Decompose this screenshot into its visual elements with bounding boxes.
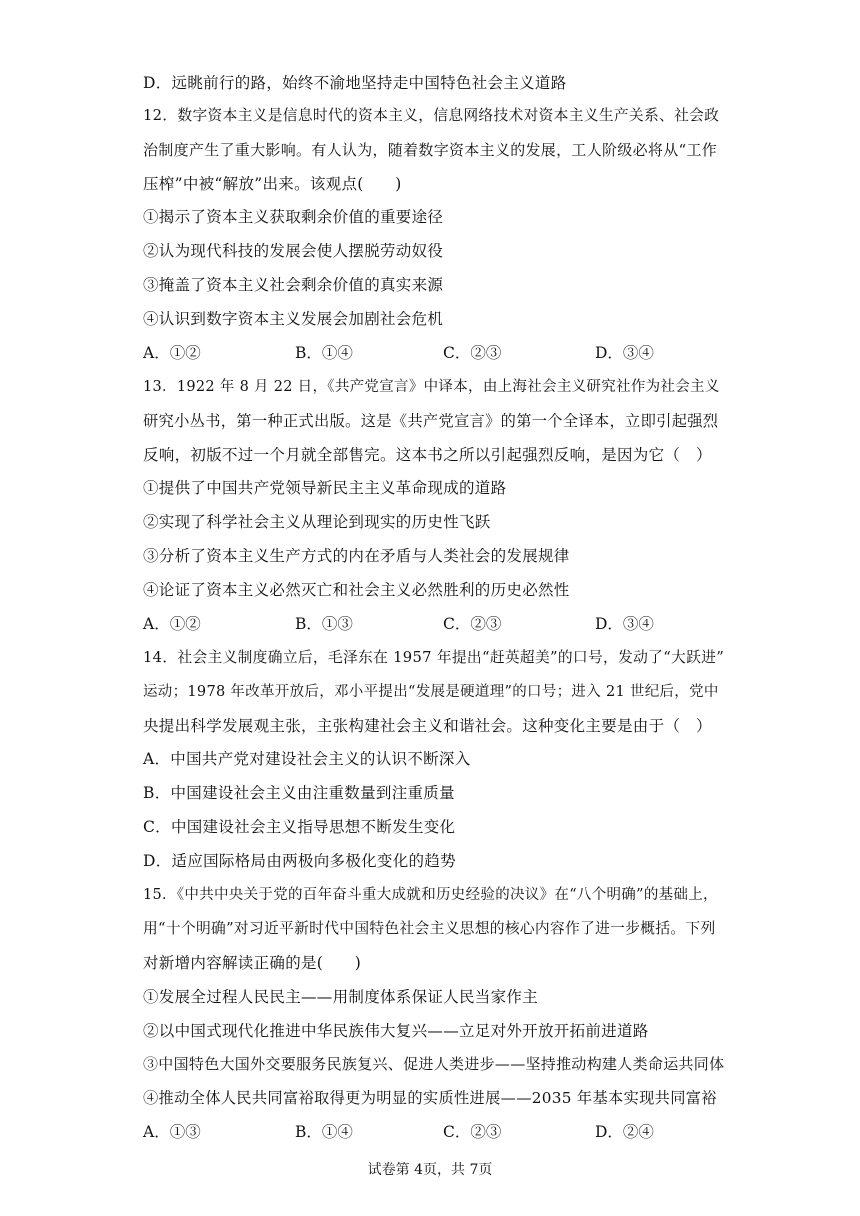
q15-statement-3: ③中国特色大国外交要服务民族复兴、促进人类进步——坚持推动构建人类命运共同体 (143, 1055, 725, 1073)
q13-statement-3: ③分析了资本主义生产方式的内在矛盾与人类社会的发展规律 (143, 547, 570, 565)
q14-stem-line-1: 14．社会主义制度确立后，毛泽东在 1957 年提出“赶英超美”的口号，发动了“大跃进” (143, 649, 725, 666)
q13-option-a: A．①② (143, 615, 201, 633)
q13-option-b: B．①③ (295, 615, 353, 633)
q15-statement-2: ②以中国式现代化推进中华民族伟大复兴——立足对外开放开拓前进道路 (143, 1022, 649, 1040)
q14-stem-line-3: 央提出科学发展观主张，主张构建社会主义和谐社会。这种变化主要是由于（ ） (143, 717, 712, 735)
q12-stem-line-3: 压榨”中被“解放”出来。该观点( ) (143, 175, 402, 193)
q12-stem-line-1: 12．数字资本主义是信息时代的资本主义，信息网络技术对资本主义生产关系、社会政 (143, 107, 720, 124)
q12-statement-4: ④认识到数字资本主义发展会加剧社会危机 (143, 310, 444, 328)
q14-stem-line-2: 运动；1978 年改革开放后，邓小平提出“发展是硬道理”的口号；进入 21 世纪后，党中 (143, 684, 719, 700)
q13-option-c: C．②③ (443, 615, 502, 633)
q12-statement-3: ③掩盖了资本主义社会剩余价值的真实来源 (143, 276, 444, 294)
q12-stem-line-2: 治制度产生了重大影响。有人认为，随着数字资本主义的发展，工人阶级必将从“工作 (143, 141, 718, 159)
q14-option-d: D．适应国际格局由两极向多极化变化的趋势 (143, 852, 456, 870)
q13-statement-2: ②实现了科学社会主义从理论到现实的历史性飞跃 (143, 513, 491, 531)
q15-stem-line-1: 15．《中共中央关于党的百年奋斗重大成就和历史经验的决议》在“八个明确”的基础上， (143, 887, 718, 903)
q15-stem-line-3: 对新增内容解读正确的是( ) (143, 954, 362, 972)
q14-option-c: C．中国建设社会主义指导思想不断发生变化 (143, 818, 456, 836)
q15-statement-1: ①发展全过程人民民主——用制度体系保证人民当家作主 (143, 988, 539, 1006)
q12-statement-1: ①揭示了资本主义获取剩余价值的重要途径 (143, 208, 444, 226)
q15-stem-line-2: 用“十个明确”对习近平新时代中国特色社会主义思想的核心内容作了进一步概括。下列 (143, 920, 716, 937)
q13-stem-line-2: 研究小丛书，第一种正式出版。这是《共产党宣言》的第一个全译本，立即引起强烈 (143, 412, 719, 430)
q11-option-d: D．远眺前行的路，始终不渝地坚持走中国特色社会主义道路 (143, 74, 567, 92)
q13-option-d: D．③④ (595, 615, 654, 633)
q12-option-d: D．③④ (595, 344, 654, 362)
q13-stem-line-3: 反响，初版不过一个月就全部售完。这本书之所以引起强烈反响，是因为它（ ） (143, 446, 712, 464)
q13-stem-line-1: 13．1922 年 8 月 22 日，《共产党宣言》中译本，由上海社会主义研究社作为社会主义 (143, 379, 720, 395)
q15-option-a: A．①③ (143, 1123, 201, 1141)
q13-statement-4: ④论证了资本主义必然灭亡和社会主义必然胜利的历史必然性 (143, 581, 570, 599)
page-footer: 试卷第 4页，共 7页 (367, 1162, 493, 1178)
q13-statement-1: ①提供了中国共产党领导新民主主义革命现成的道路 (143, 479, 507, 497)
q15-statement-4: ④推动全体人民共同富裕取得更为明显的实质性进展——2035 年基本实现共同富裕 (143, 1089, 717, 1107)
q12-statement-2: ②认为现代科技的发展会使人摆脱劳动奴役 (143, 242, 444, 260)
q12-option-c: C．②③ (443, 344, 502, 362)
q12-option-a: A．①② (143, 344, 201, 362)
q15-option-d: D．②④ (595, 1123, 654, 1141)
q15-option-b: B．①④ (295, 1123, 353, 1141)
q14-option-b: B．中国建设社会主义由注重数量到注重质量 (143, 784, 455, 802)
q12-option-b: B．①④ (295, 344, 353, 362)
q14-option-a: A．中国共产党对建设社会主义的认识不断深入 (143, 750, 471, 768)
q15-option-c: C．②③ (443, 1123, 502, 1141)
